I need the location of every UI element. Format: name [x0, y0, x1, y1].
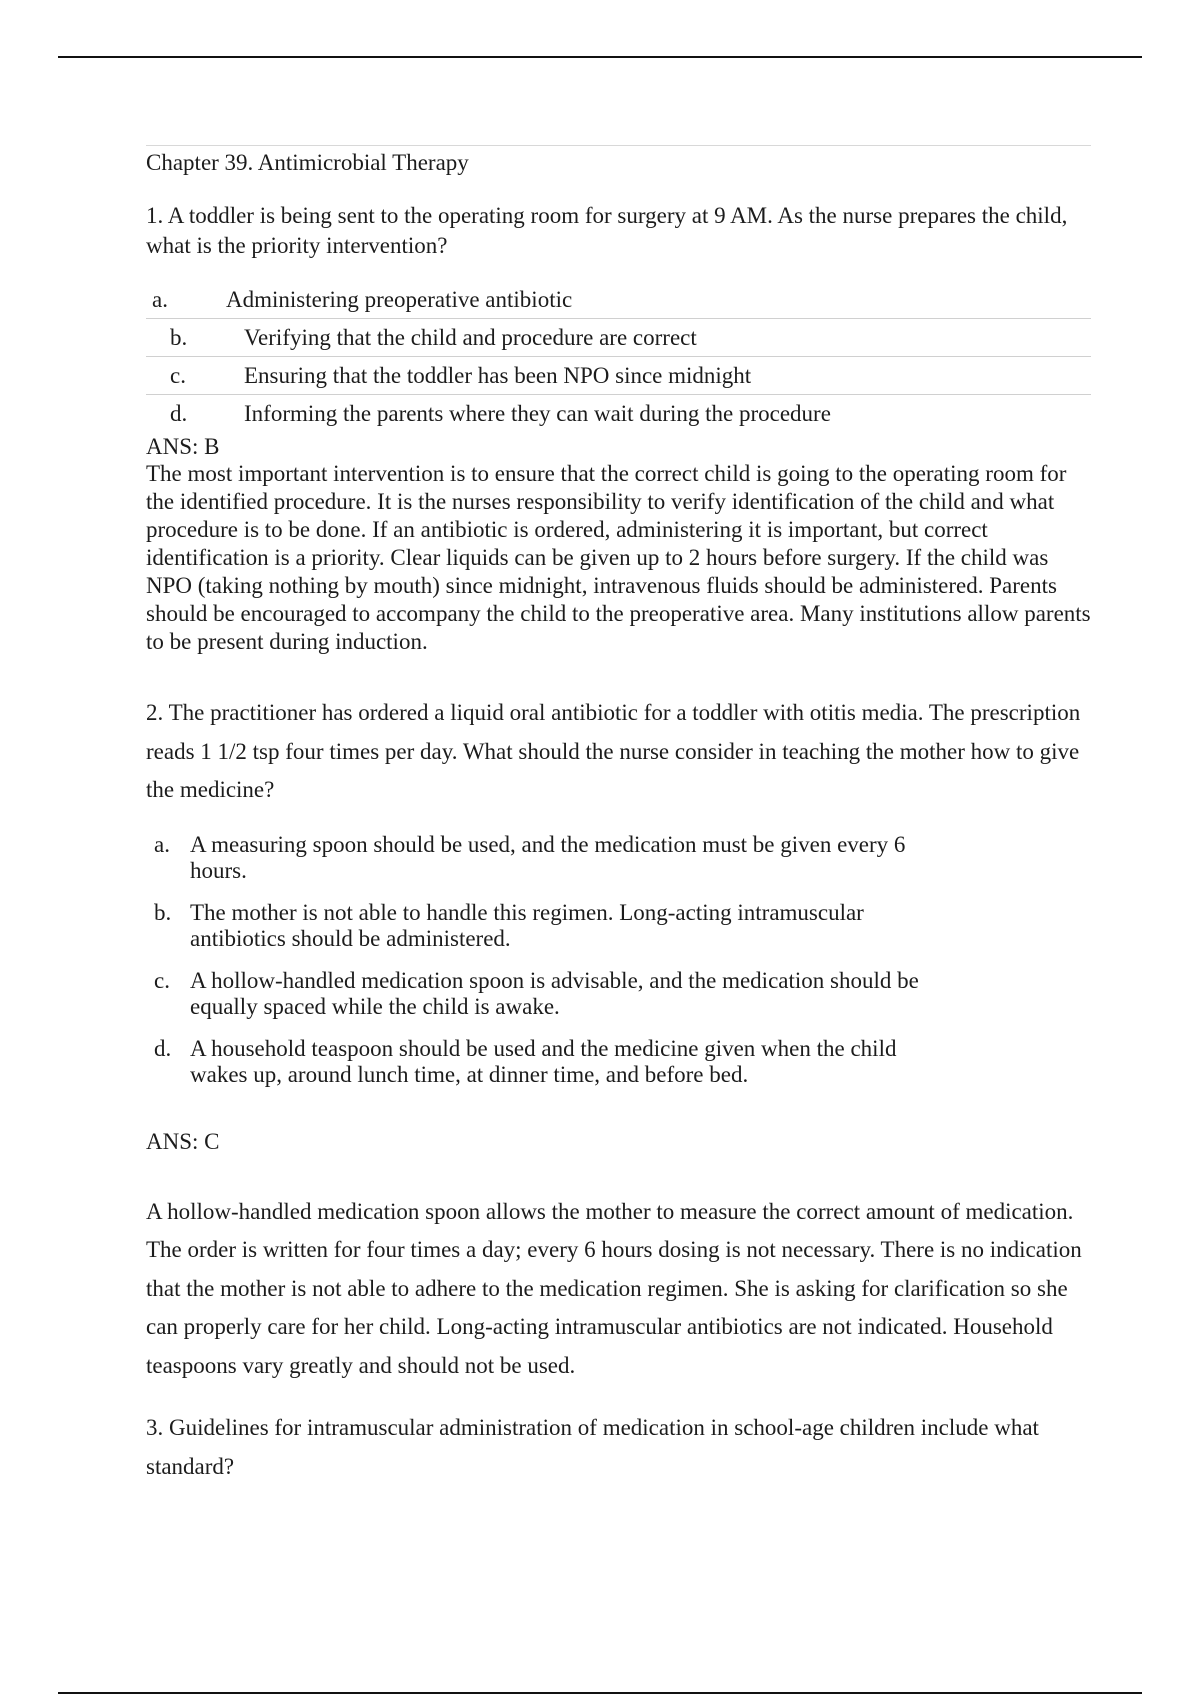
question-2-option-b: [146, 900, 946, 952]
option-letter: a.: [154, 831, 170, 857]
question-2: [146, 694, 1091, 1385]
option-letter: b.: [154, 899, 172, 925]
question-1-option-a: [146, 281, 1091, 319]
option-text: Verifying that the child and procedure are correct: [244, 324, 697, 350]
question-1-option-c: [146, 357, 1091, 395]
option-text: A household teaspoon should be used and the medicine given when the child wakes up, around lunch time, at dinner time, and before bed.: [190, 1035, 897, 1087]
document-body: [146, 145, 1091, 1486]
page-top-rule: [58, 56, 1142, 58]
option-letter: d.: [154, 1035, 172, 1061]
question-2-option-a: [146, 832, 946, 884]
option-letter: b.: [170, 324, 188, 350]
page-bottom-rule: [58, 1692, 1142, 1694]
question-3: [146, 1409, 1091, 1486]
option-letter: d.: [170, 400, 188, 426]
question-1-option-b: [146, 319, 1091, 357]
question-1-stem: 1. A toddler is being sent to the operating room for surgery at 9 AM. As the nurse prepares the child, what is the priority intervention?: [146, 203, 1068, 258]
option-text: The mother is not able to handle this regimen. Long-acting intramuscular antibiotics should be administered.: [190, 899, 864, 951]
question-1-answer: ANS: B: [146, 434, 220, 459]
option-text: Informing the parents where they can wait during the procedure: [244, 400, 831, 426]
option-letter: a.: [152, 286, 168, 312]
option-letter: c.: [154, 967, 170, 993]
option-letter: c.: [170, 362, 186, 388]
option-text: Ensuring that the toddler has been NPO since midnight: [244, 362, 752, 388]
option-text: Administering preoperative antibiotic: [226, 286, 573, 312]
question-1-rationale: The most important intervention is to ensure that the correct child is going to the operating room for the identified procedure. It is the nurses responsibility to verify identification of the child and what procedure is to be done. If an antibiotic is ordered, administering it is important, but correct identification is a priority. Clear liquids can be given up to 2 hours before surgery. If the child was NPO (taking nothing by mouth) since midnight, intravenous fluids should be administered. Parents should be encouraged to accompany the child to the preoperative area. Many institutions allow parents to be present during induction.: [146, 461, 1091, 654]
question-1-option-d: [146, 395, 1091, 432]
question-2-stem: 2. The practitioner has ordered a liquid oral antibiotic for a toddler with otitis media. The prescription reads 1 1/2 tsp four times per day. What should the nurse consider in teaching the mother how to give the medicine?: [146, 700, 1081, 802]
question-1: [146, 201, 1091, 656]
question-3-stem: 3. Guidelines for intramuscular administration of medication in school-age children include what standard?: [146, 1415, 1039, 1479]
option-text: A measuring spoon should be used, and the medication must be given every 6 hours.: [190, 831, 906, 883]
question-2-answer: ANS: C: [146, 1128, 220, 1154]
option-text: A hollow-handled medication spoon is advisable, and the medication should be equally spaced while the child is awake.: [190, 967, 919, 1019]
question-2-option-c: [146, 968, 946, 1020]
question-2-rationale: A hollow-handled medication spoon allows the mother to measure the correct amount of medication. The order is written for four times a day; every 6 hours dosing is not necessary. There is no indication that the mother is not able to adhere to the medication regimen. She is asking for clarification so she can properly care for her child. Long-acting intramuscular antibiotics are not indicated. Household teaspoons vary greatly and should not be used.: [146, 1198, 1082, 1378]
question-2-option-d: [146, 1036, 946, 1088]
chapter-title: Chapter 39. Antimicrobial Therapy: [146, 145, 1091, 177]
